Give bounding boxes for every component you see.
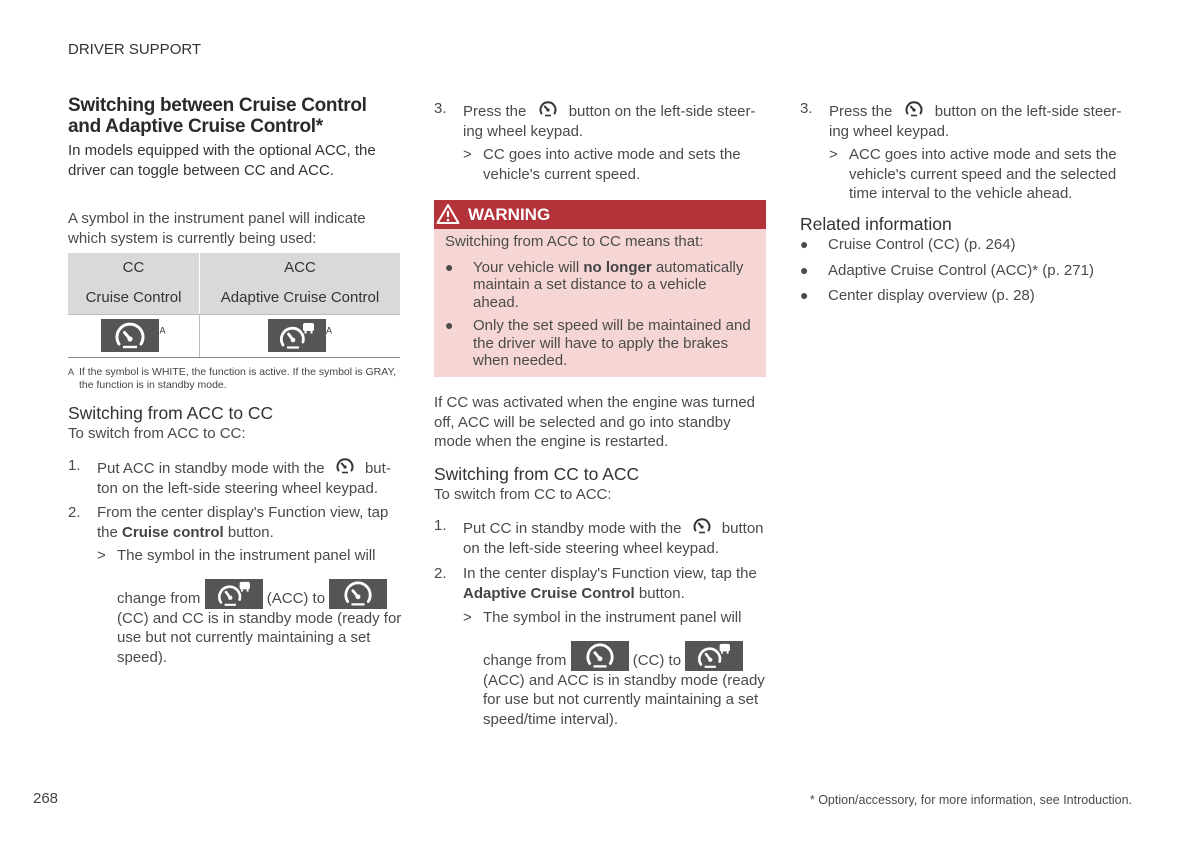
acc-to-cc-intro: To switch from ACC to CC:	[68, 425, 246, 442]
symbol-paragraph: A symbol in the instrument panel will indicate which system is currently being used:	[68, 210, 366, 247]
table-header-cc: CC	[68, 253, 200, 282]
acc-to-cc-heading: Switching from ACC to CC	[68, 403, 274, 423]
related-link-cruise-control[interactable]: ● Cruise Control (CC) (p. 264)	[800, 236, 1016, 253]
page-number: 268	[33, 790, 59, 807]
cc-acc-table	[68, 253, 400, 358]
related-link-adaptive-cruise-control[interactable]: ● Adaptive Cruise Control (ACC)* (p. 271)	[800, 262, 1094, 279]
cruise-control-button-icon	[692, 516, 712, 536]
table-cell-acc-symbol: A	[200, 314, 401, 357]
warning-body: Switching from ACC to CC means that: ● Your vehicle will no longer automatically maintain a set distance to a vehicle ahead. ● Only the set speed will be maintained and the driver will have to apply the brakes when needed.	[434, 229, 766, 377]
cruise-control-button-icon	[538, 99, 558, 119]
acc-symbol-icon	[205, 579, 263, 609]
cc-symbol-icon	[101, 319, 159, 352]
warning-bullet-1: ● Your vehicle will no longer automatically maintain a set distance to a vehicle ahead.	[445, 258, 744, 311]
cc-symbol-icon	[329, 579, 387, 609]
acc-symbol-icon	[268, 319, 326, 352]
warning-box	[434, 200, 766, 377]
warning-triangle-icon	[436, 203, 460, 225]
related-information-list	[800, 235, 1140, 311]
engine-note: If CC was activated when the engine was turned off, ACC will be selected and go into standby mode when the engine is restarted.	[434, 394, 756, 450]
cc-to-acc-intro: To switch from CC to ACC:	[434, 486, 612, 503]
intro-paragraph: In models equipped with the optional ACC, the driver can toggle between CC and ACC.	[68, 142, 376, 179]
cc-symbol-icon	[571, 641, 629, 671]
cc-to-acc-heading: Switching from CC to ACC	[434, 464, 640, 484]
table-footnote: A If the symbol is WHITE, the function is active. If the symbol is GRAY, the function is in standby mode.	[68, 366, 397, 391]
table-subheader-cc: Cruise Control	[68, 282, 200, 314]
acc-symbol-icon	[685, 641, 743, 671]
table-subheader-acc: Adaptive Cruise Control	[200, 282, 401, 314]
cc-step-3: 3. Press the button on the left-side steer- ing wheel keypad. > CC goes into active mode and sets the vehicle's current speed.	[434, 100, 756, 183]
warning-header: WARNING	[434, 200, 766, 229]
acc-to-cc-step-1: 1. Put ACC in standby mode with the but- ton on the left-side steering wheel keypad.	[68, 457, 391, 497]
cc-to-acc-result: > The symbol in the instrument panel will change from (CC) to (ACC) and ACC is in standby mode (ready for use but not currently maintaining a set speed/time interval).	[463, 609, 765, 728]
acc-step-3: 3. Press the button on the left-side steer- ing wheel keypad. > ACC goes into active mode and sets the vehicle's current speed and the selected time interval to the vehicle ahead.	[800, 100, 1122, 202]
cruise-control-button-icon	[904, 99, 924, 119]
related-link-center-display[interactable]: ● Center display overview (p. 28)	[800, 287, 1035, 304]
section-title: Switching between Cruise Control and Adaptive Cruise Control*	[68, 95, 367, 137]
footer-note: * Option/accessory, for more information, see Introduction.	[809, 793, 1132, 807]
table-header-acc: ACC	[200, 253, 401, 282]
warning-bullet-2: ● Only the set speed will be maintained and the driver will have to apply the brakes when needed.	[445, 317, 751, 369]
acc-to-cc-step-2: 2. From the center display's Function view, tap the Cruise control button.	[68, 504, 389, 541]
cc-to-acc-step-1: 1. Put CC in standby mode with the button on the left-side steering wheel keypad.	[434, 517, 764, 557]
acc-to-cc-result: > The symbol in the instrument panel will change from (ACC) to (CC) and CC is in standby mode (ready for use but not currently maintaining a set speed).	[97, 547, 402, 666]
cc-to-acc-step-2: 2. In the center display's Function view, tap the Adaptive Cruise Control button.	[434, 565, 757, 602]
section-heading: DRIVER SUPPORT	[68, 41, 202, 58]
related-information-heading: Related information	[800, 214, 952, 234]
table-cell-cc-symbol: A	[68, 314, 200, 357]
cruise-control-button-icon	[335, 456, 355, 476]
